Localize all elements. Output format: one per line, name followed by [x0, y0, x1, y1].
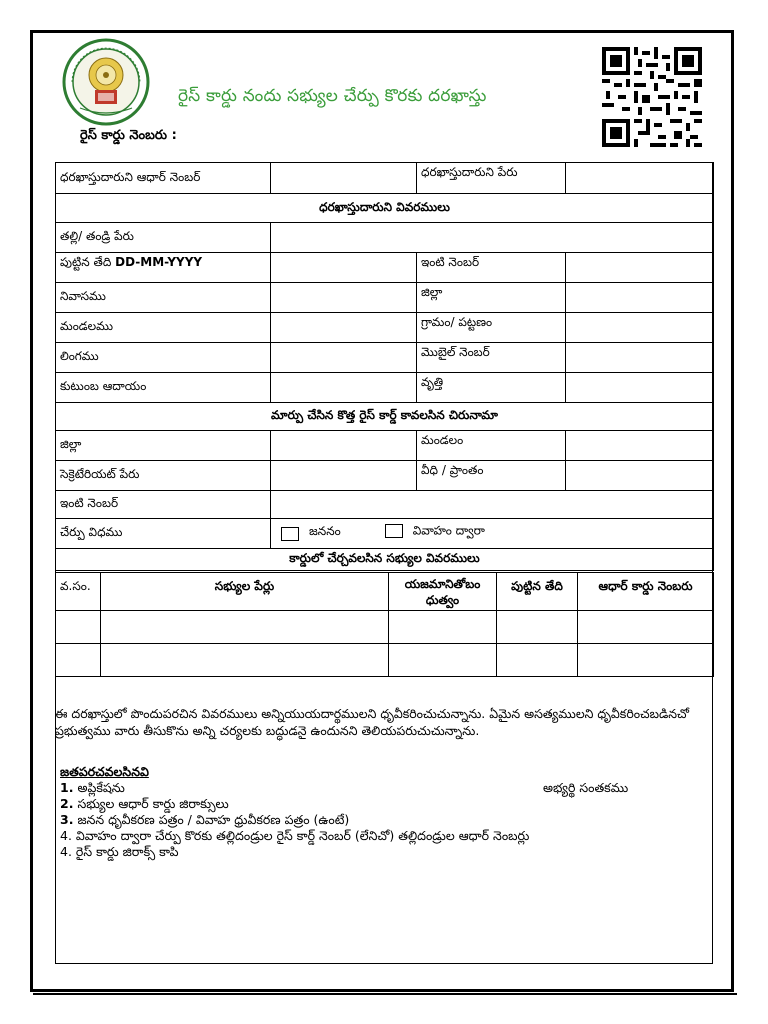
addition-method-options: [271, 519, 714, 549]
list-item: 2. సభ్యుల ఆధార్ కార్డు జిరాక్సులు: [60, 796, 229, 811]
form-title: రైస్ కార్డు నందు సభ్యుల చేర్పు కొరకు దరఖాస్తు: [178, 86, 487, 106]
member-aadhaar-cell[interactable]: [578, 611, 714, 644]
dob-label: పుట్టిన తేది DD-MM-YYYY: [56, 253, 271, 283]
applicant-section-title: ధరఖాస్తుదారుని వివరములు: [56, 194, 714, 223]
list-item: 4. రైస్ కార్డు జిరాక్స్ కాపి: [60, 844, 179, 859]
members-table: [55, 572, 714, 677]
declaration-text: ఈ దరఖాస్తులో పొందుపరచిన వివరములు అన్నియుయదార్థములని ధృవీకరించుచున్నాను. ఏమైన అసత్యములని ధృవీకరించబడినచో ప్రభుత్వము వారు తీసుకొను అన్ని చర్యలకు బద్ధుడనై ఉందునని తెలియపరుచుచున్నాను.: [55, 706, 689, 738]
member-serial-cell[interactable]: [56, 611, 101, 644]
col-member-names: సభ్యుల పేర్లు: [101, 573, 389, 611]
residence-field[interactable]: [271, 283, 417, 313]
member-aadhaar-cell[interactable]: [578, 644, 714, 677]
parent-name-label: తల్లి/ తండ్రి పేరు: [56, 223, 271, 253]
birth-checkbox[interactable]: [281, 527, 299, 541]
new-house-number-label: ఇంటి నెంబర్: [56, 491, 271, 519]
list-item: 1. అప్లికేషను: [60, 780, 125, 795]
gender-label: లింగము: [56, 343, 271, 373]
secretariat-label: సెక్రెటేరియట్ పేరు: [56, 461, 271, 491]
applicant-signature-label: అభ్యర్థి సంతకము: [543, 780, 629, 795]
new-mandal-field[interactable]: [566, 431, 714, 461]
member-birth-date-cell[interactable]: [497, 611, 578, 644]
applicant-aadhaar-field[interactable]: [271, 163, 417, 194]
marriage-checkbox[interactable]: [385, 524, 403, 538]
occupation-label: వృత్తి: [417, 373, 566, 403]
district-field[interactable]: [566, 283, 714, 313]
gender-field[interactable]: [271, 343, 417, 373]
col-aadhaar-number: ఆధార్ కార్డు నెంబరు: [578, 573, 714, 611]
residence-label: నివాసము: [56, 283, 271, 313]
applicant-form-table: [55, 162, 714, 571]
house-number-field[interactable]: [566, 253, 714, 283]
table-row: [56, 611, 714, 644]
applicant-name-label: ధరఖాస్తుదారుని పేరు: [417, 163, 566, 194]
street-field[interactable]: [566, 461, 714, 491]
village-label: గ్రామం/ పట్టణం: [417, 313, 566, 343]
qr-code: [600, 47, 704, 147]
applicant-aadhaar-label: ధరఖాస్తుదారుని ఆధార్ నెంబర్: [56, 163, 271, 194]
table-row: [56, 644, 714, 677]
mobile-label: మొబైల్ నెంబర్: [417, 343, 566, 373]
col-serial-number: వ.సం.: [56, 573, 101, 611]
dob-format: DD-MM-YYYY: [115, 255, 203, 269]
member-name-cell[interactable]: [101, 644, 389, 677]
dob-field[interactable]: [271, 253, 417, 283]
col-birth-date: పుట్టిన తేది: [497, 573, 578, 611]
secretariat-field[interactable]: [271, 461, 417, 491]
marriage-option-label: వివాహం ద్వారా: [412, 523, 485, 538]
attachments-list: [60, 780, 529, 860]
government-emblem-logo: [62, 38, 150, 126]
list-item: 3. జనన ధృవీకరణ పత్రం / వివాహ ధ్రువీకరణ పత్రం (ఉంటే): [60, 812, 350, 827]
member-relationship-cell[interactable]: [389, 644, 497, 677]
member-birth-date-cell[interactable]: [497, 644, 578, 677]
mobile-field[interactable]: [566, 343, 714, 373]
district-label: జిల్లా: [417, 283, 566, 313]
member-relationship-cell[interactable]: [389, 611, 497, 644]
member-serial-cell[interactable]: [56, 644, 101, 677]
member-name-cell[interactable]: [101, 611, 389, 644]
attachments-title: జతపరచవలసినవి: [60, 764, 149, 779]
new-house-number-field[interactable]: [271, 491, 714, 519]
mandal-label: మండలము: [56, 313, 271, 343]
mandal-field[interactable]: [271, 313, 417, 343]
new-district-field[interactable]: [271, 431, 417, 461]
birth-option-label: జననం: [309, 523, 341, 538]
occupation-field[interactable]: [566, 373, 714, 403]
rice-card-number-label: రైస్ కార్డు నెంబరు :: [80, 128, 177, 143]
new-district-label: జిల్లా: [56, 431, 271, 461]
parent-name-field[interactable]: [271, 223, 714, 253]
address-section-title: మార్పు చేసిన కొత్త రైస్ కార్డ్ కావలసిన చిరునామా: [56, 403, 714, 431]
list-item: 4. వివాహం ద్వారా చేర్పు కొరకు తల్లిదండ్రుల రైస్ కార్డ్ నెంబర్ (లేనిచో) తల్లిదండ్రుల ఆధార్ నెంబర్లు: [60, 828, 530, 843]
applicant-name-field[interactable]: [566, 163, 714, 194]
page-border-shadow: [33, 993, 737, 995]
street-label: వీధి / ప్రాంతం: [417, 461, 566, 491]
income-field[interactable]: [271, 373, 417, 403]
income-label: కుటుంబ ఆదాయం: [56, 373, 271, 403]
new-mandal-label: మండలం: [417, 431, 566, 461]
col-relationship: యజమానితోబం ధుత్వం: [389, 573, 497, 611]
members-section-title: కార్డులో చేర్చవలసిన సభ్యుల వివరములు: [56, 549, 714, 571]
addition-method-label: చేర్పు విధము: [56, 519, 271, 549]
village-field[interactable]: [566, 313, 714, 343]
house-number-label: ఇంటి నెంబర్: [417, 253, 566, 283]
